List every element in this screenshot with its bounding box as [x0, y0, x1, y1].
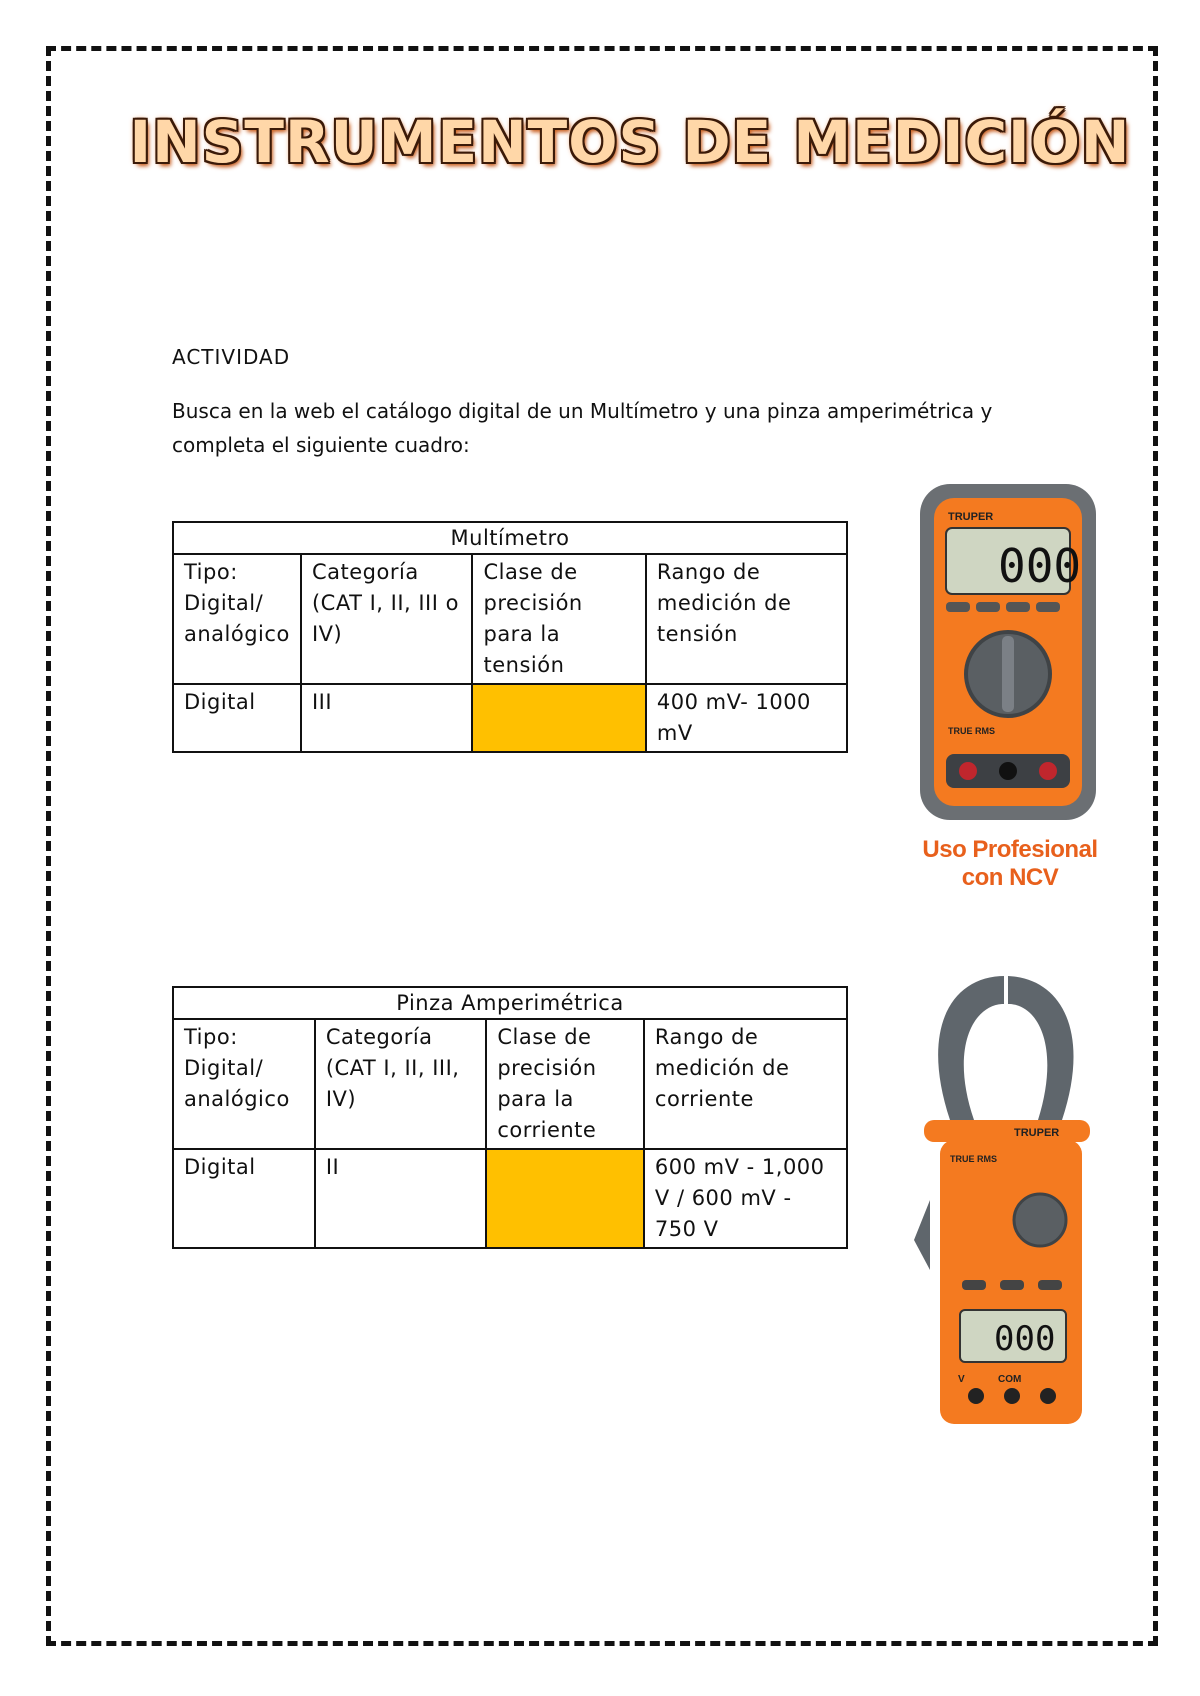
terminal-a [959, 762, 977, 780]
activity-instruction: Busca en la web el catálogo digital de un Multímetro y una pinza amperimétrica y completa el siguiente cuadro: [172, 399, 993, 457]
multimetro-caption: Multímetro [173, 522, 847, 554]
cell-rango: 600 mV - 1,000 V / 600 mV - 750 V [644, 1149, 847, 1248]
pinza-caption: Pinza Amperimétrica [173, 987, 847, 1019]
true-rms-badge: TRUE RMS [950, 1154, 997, 1164]
header-rango: Rango de medición de tensión [646, 554, 847, 684]
trigger-lever [914, 1200, 930, 1270]
clamp-collar [924, 1120, 1090, 1142]
header-categoria: Categoría (CAT I, II, III o IV) [301, 554, 473, 684]
caption-line-1: Uso Profesional [922, 836, 1098, 863]
table-header-row [173, 1019, 847, 1149]
terminal-input [1039, 762, 1057, 780]
table-row [173, 1149, 847, 1248]
table-row [173, 684, 847, 752]
multimeter-image [918, 484, 1098, 824]
brand-label: TRUPER [948, 511, 994, 523]
pinza-table [172, 986, 848, 1249]
cell-rango: 400 mV- 1000 mV [646, 684, 847, 752]
display-readout: 000 [994, 1319, 1056, 1359]
dial-knob [1002, 636, 1014, 712]
caption-line-2: con NCV [961, 864, 1059, 891]
button-row [962, 1280, 1062, 1290]
header-categoria: Categoría (CAT I, II, III, IV) [315, 1019, 487, 1149]
cell-tipo: Digital [173, 684, 301, 752]
rotary-dial [1014, 1194, 1066, 1246]
header-clase-precision: Clase de precisión para la tensión [472, 554, 645, 684]
table-caption-row [173, 987, 847, 1019]
terminal-v [968, 1388, 984, 1404]
brand-label: TRUPER [1014, 1127, 1060, 1139]
cell-clase-precision-highlight[interactable] [486, 1149, 644, 1248]
terminal-com [999, 762, 1017, 780]
terminal-a [1040, 1388, 1056, 1404]
multimeter-caption [900, 836, 1120, 892]
activity-heading: ACTIVIDAD [172, 345, 291, 369]
header-tipo: Tipo: Digital/ analógico [173, 1019, 315, 1149]
header-rango: Rango de medición de corriente [644, 1019, 847, 1149]
clamp-meter-image [910, 970, 1100, 1430]
multimetro-table [172, 521, 848, 753]
cell-categoria: II [315, 1149, 487, 1248]
cell-tipo: Digital [173, 1149, 315, 1248]
terminal-v-label: V [958, 1374, 965, 1385]
cell-categoria: III [301, 684, 473, 752]
table-header-row [173, 554, 847, 684]
true-rms-badge: TRUE RMS [948, 726, 995, 736]
terminal-com [1004, 1388, 1020, 1404]
table-caption-row [173, 522, 847, 554]
header-clase-precision: Clase de precisión para la corriente [486, 1019, 644, 1149]
display-readout: 000 [998, 539, 1082, 593]
jaw-gap [1004, 974, 1008, 1008]
page-title: INSTRUMENTOS DE MEDICIÓN [129, 108, 1131, 176]
terminal-com-label: COM [998, 1374, 1022, 1385]
header-tipo: Tipo: Digital/ analógico [173, 554, 301, 684]
cell-clase-precision-highlight[interactable] [472, 684, 645, 752]
